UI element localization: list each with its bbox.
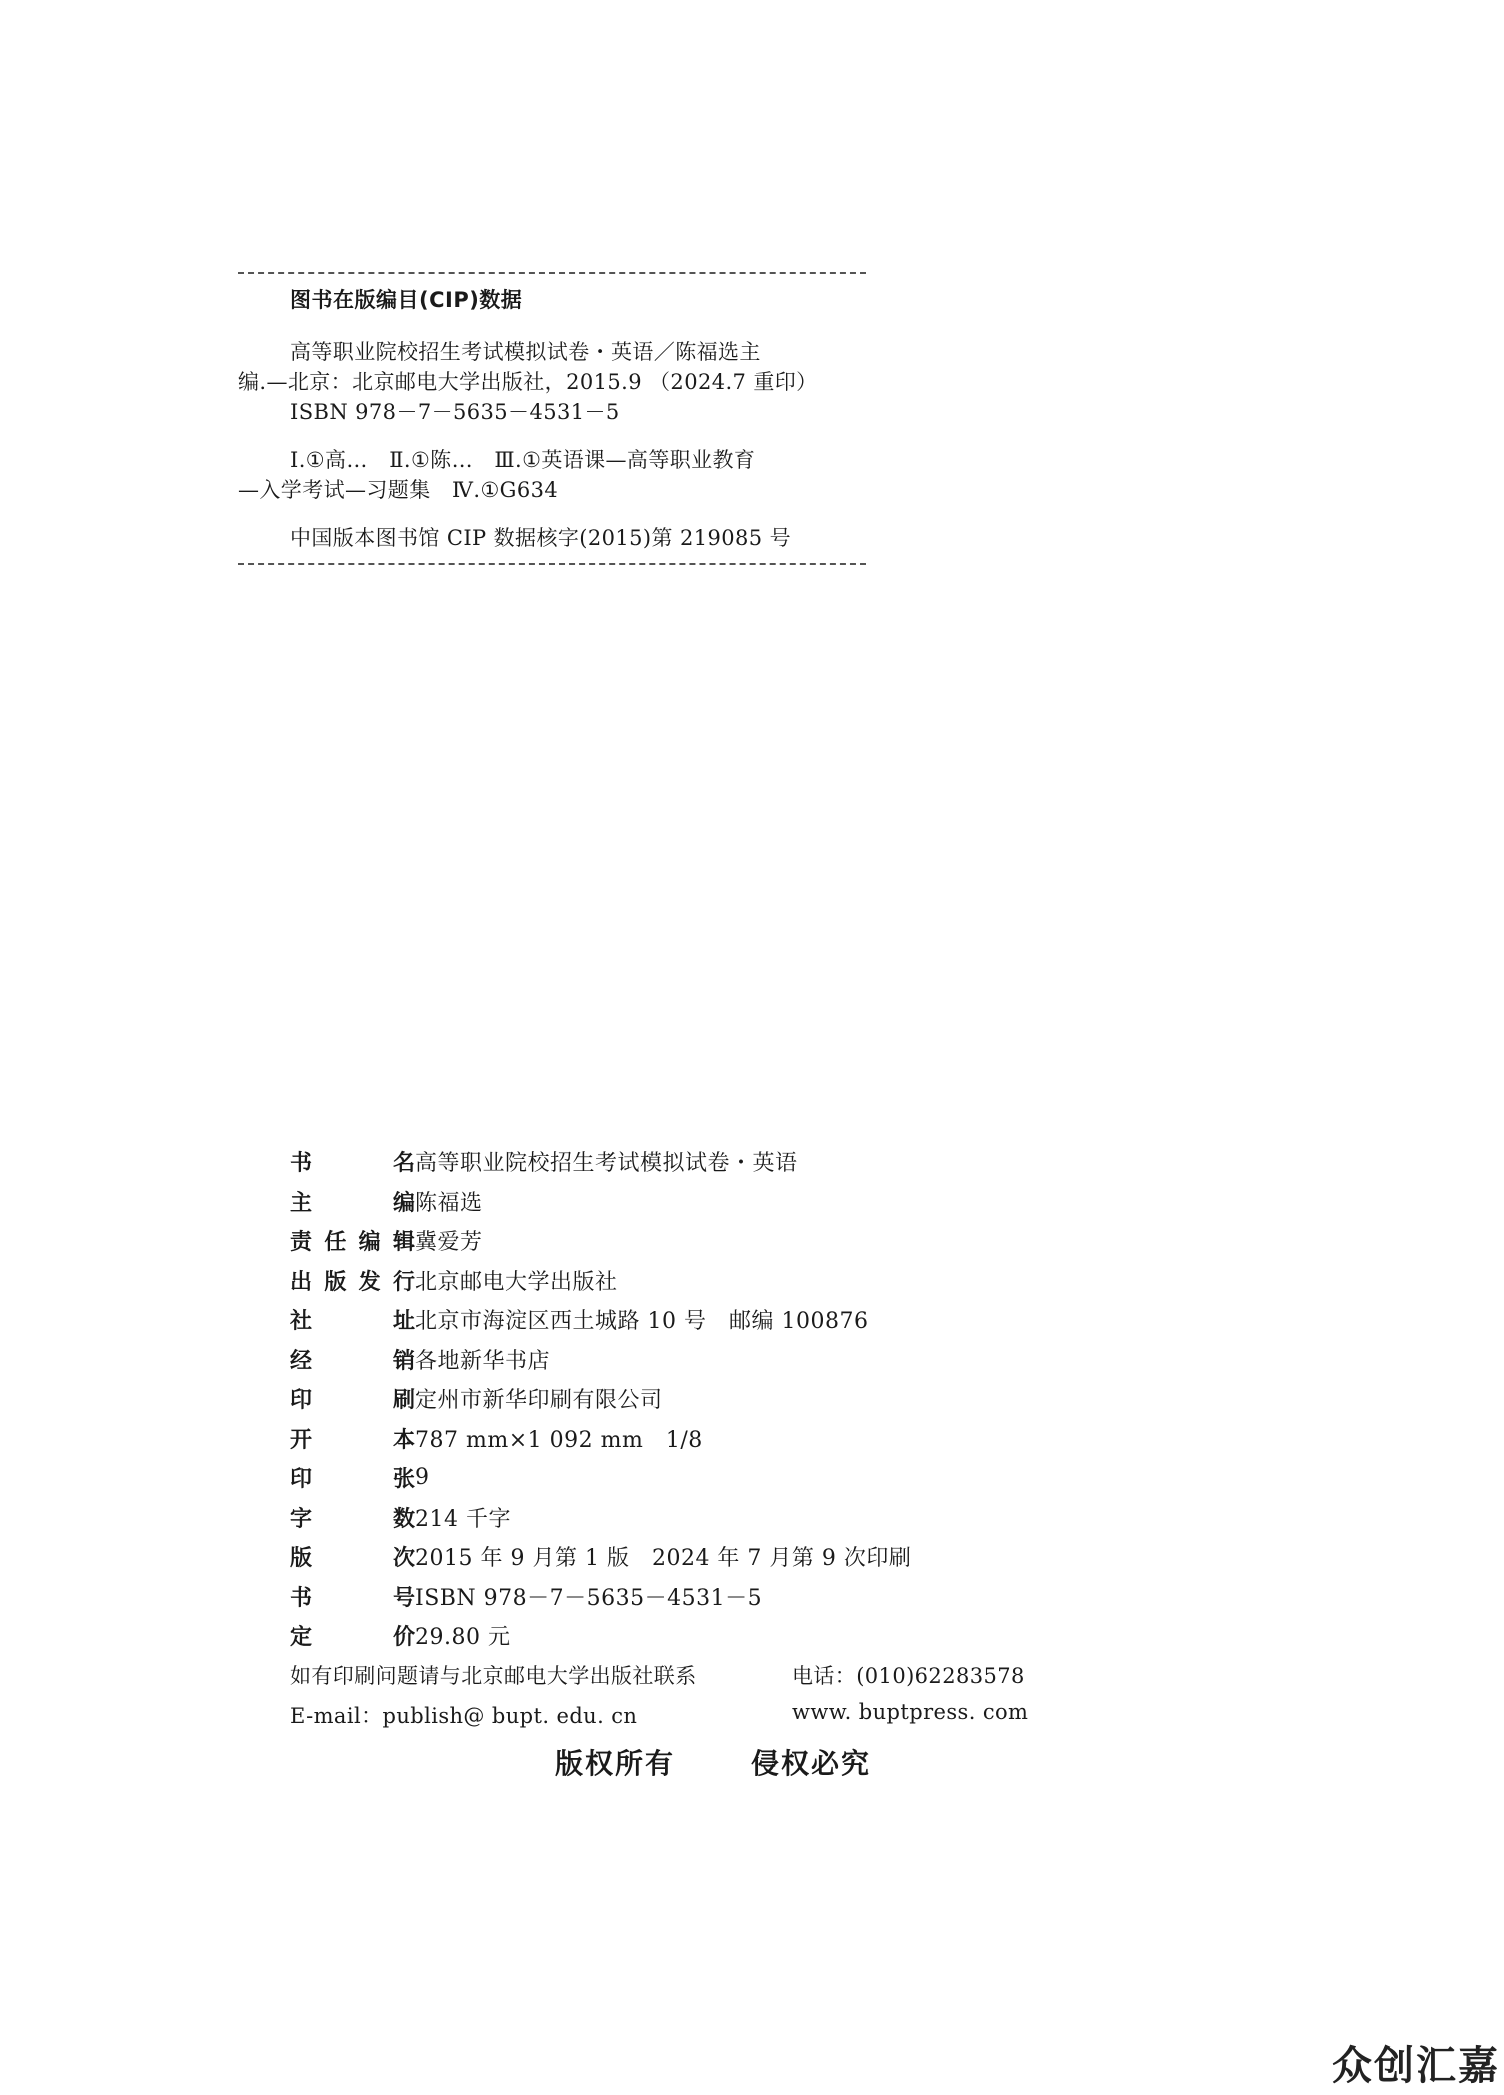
detail-label: 印 张 <box>290 1467 415 1493</box>
cip-title-line-2: 编.—北京：北京邮电大学出版社，2015.9 （2024.7 重印） <box>238 370 818 394</box>
detail-label: 书 号 <box>290 1585 415 1611</box>
detail-label: 书 名 <box>290 1151 415 1177</box>
publisher-phone: 电话：(010)62283578 <box>792 1664 1025 1688</box>
detail-row-sheets <box>290 1458 911 1498</box>
detail-value: 各地新华书店 <box>415 1348 551 1374</box>
cip-top-divider <box>238 272 866 274</box>
cip-classification-line-2: —入学考试—习题集 Ⅳ.①G634 <box>238 478 559 502</box>
watermark-logo: 众创汇嘉 <box>1332 2043 1500 2089</box>
cip-heading: 图书在版编目(CIP)数据 <box>290 288 523 312</box>
detail-value: 2015 年 9 月第 1 版 2024 年 7 月第 9 次印刷 <box>415 1546 912 1572</box>
detail-label: 经 销 <box>290 1348 415 1374</box>
detail-row-editor <box>290 1182 911 1222</box>
detail-label: 开 本 <box>290 1427 415 1453</box>
detail-value: ISBN 978－7－5635－4531－5 <box>415 1585 763 1611</box>
detail-value: 陈福选 <box>415 1190 483 1216</box>
detail-label: 版 次 <box>290 1546 415 1572</box>
detail-value: 北京邮电大学出版社 <box>415 1269 618 1295</box>
copyright-infringement: 侵权必究 <box>751 1747 872 1780</box>
print-issue-notice: 如有印刷问题请与北京邮电大学出版社联系 <box>290 1664 697 1688</box>
detail-row-responsible-editor <box>290 1221 911 1261</box>
detail-label: 印 刷 <box>290 1388 415 1414</box>
cip-classification-line-1: Ⅰ.①高… Ⅱ.①陈… Ⅲ.①英语课—高等职业教育 <box>290 448 756 472</box>
cip-bottom-divider <box>238 563 866 565</box>
copyright-all-rights: 版权所有 <box>555 1747 676 1780</box>
copyright-notice <box>555 1742 871 1782</box>
detail-value: 高等职业院校招生考试模拟试卷・英语 <box>415 1151 798 1177</box>
detail-label: 责 任 编 辑 <box>290 1230 415 1256</box>
detail-label: 社 址 <box>290 1309 415 1335</box>
cip-isbn-line: ISBN 978－7－5635－4531－5 <box>290 400 620 424</box>
detail-row-isbn <box>290 1577 911 1617</box>
detail-label: 主 编 <box>290 1190 415 1216</box>
detail-value: 29.80 元 <box>415 1625 511 1651</box>
publisher-website: www. buptpress. com <box>792 1700 1029 1724</box>
detail-row-title <box>290 1142 911 1182</box>
detail-label: 字 数 <box>290 1506 415 1532</box>
detail-value: 214 千字 <box>415 1506 511 1532</box>
cip-title-line-1: 高等职业院校招生考试模拟试卷・英语／陈福选主 <box>290 340 761 364</box>
publication-details <box>290 1142 911 1656</box>
detail-value: 北京市海淀区西土城路 10 号 邮编 100876 <box>415 1309 869 1335</box>
detail-row-price <box>290 1616 911 1656</box>
detail-label: 定 价 <box>290 1625 415 1651</box>
detail-row-word-count <box>290 1498 911 1538</box>
detail-row-printer <box>290 1379 911 1419</box>
publisher-email: E-mail：publish@ bupt. edu. cn <box>290 1704 638 1728</box>
detail-value: 冀爱芳 <box>415 1230 483 1256</box>
detail-value: 787 mm×1 092 mm 1/8 <box>415 1427 703 1453</box>
detail-row-distributor <box>290 1340 911 1380</box>
detail-row-address <box>290 1300 911 1340</box>
detail-value: 定州市新华印刷有限公司 <box>415 1388 663 1414</box>
detail-value: 9 <box>415 1465 430 1491</box>
detail-row-format <box>290 1419 911 1459</box>
cip-check-number: 中国版本图书馆 CIP 数据核字(2015)第 219085 号 <box>290 526 791 550</box>
detail-row-publisher <box>290 1261 911 1301</box>
detail-label: 出 版 发 行 <box>290 1269 415 1295</box>
detail-row-edition <box>290 1537 911 1577</box>
